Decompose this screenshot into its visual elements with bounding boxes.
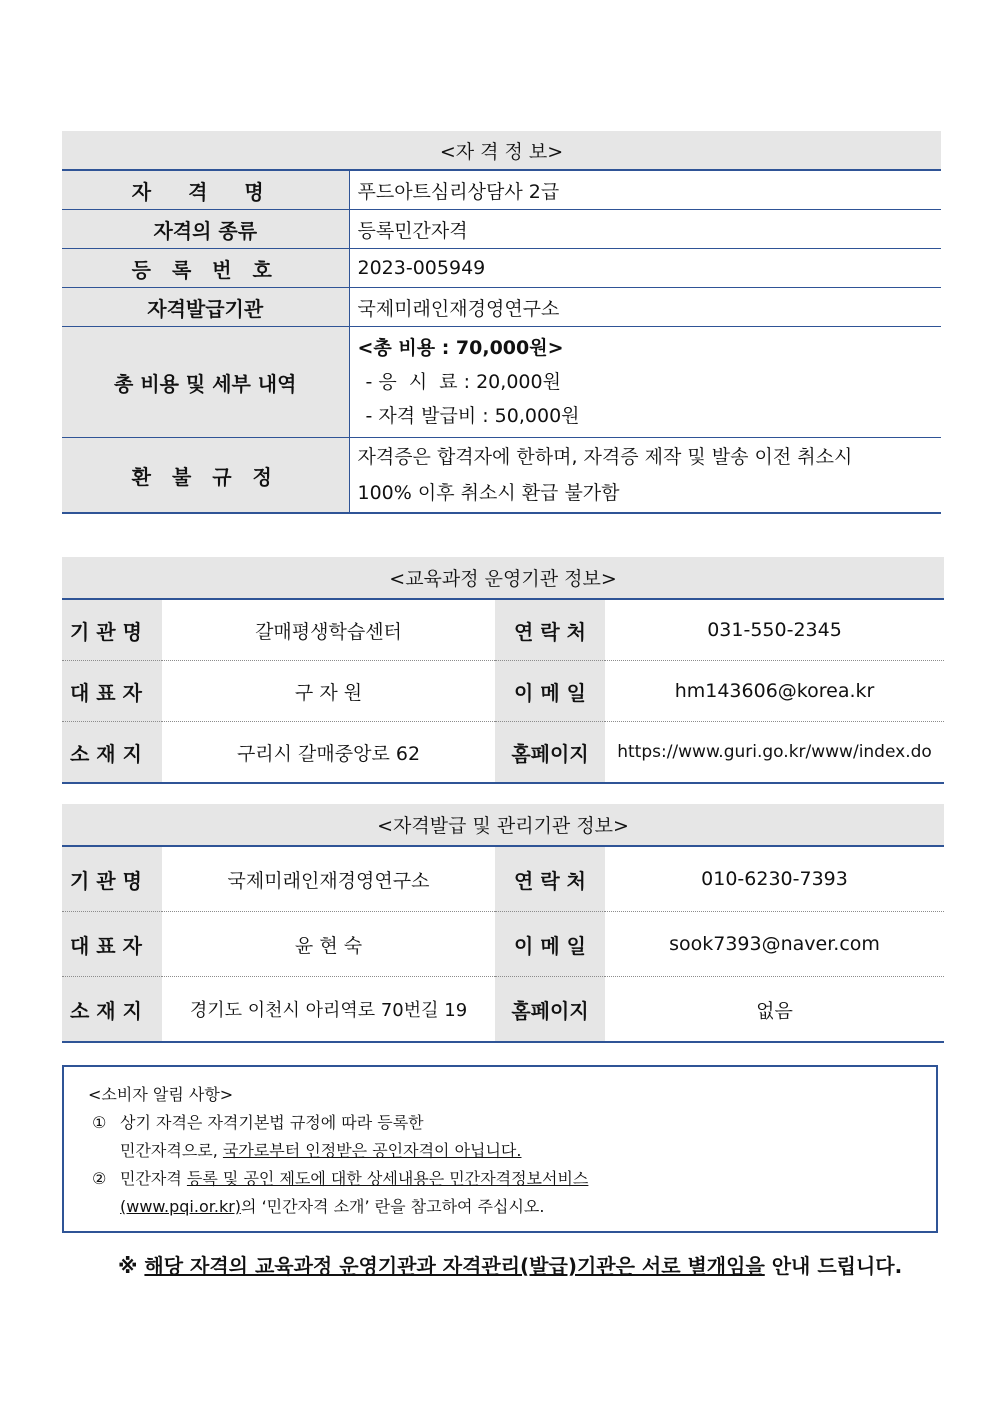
notice-item-1-line-2b: 국가로부터 인정받은 공인자격이 아닙니다. (222, 1141, 522, 1160)
edu-addr-label: 소 재 지 (62, 722, 162, 784)
cost-exam-fee: - 응 시 료 : 20,000원 (365, 371, 561, 393)
notice-item-2-line-2b: 의 ‘민간자격 소개’ 란을 참고하여 주십시오. (241, 1197, 545, 1216)
notice-item-1-mark: ① (92, 1113, 107, 1132)
refund-policy (349, 438, 941, 514)
issuer-org-header: <자격발급 및 관리기관 정보> (62, 804, 944, 846)
edu-contact-value: 031-550-2345 (605, 599, 944, 661)
issuer-org-label: 기 관 명 (62, 846, 162, 912)
issuer-addr-value: 경기도 이천시 아리역로 70번길 19 (162, 977, 495, 1043)
edu-rep-label: 대 표 자 (62, 661, 162, 722)
issuer-org-value: 국제미래인재경영연구소 (162, 846, 495, 912)
qualification-info-table (62, 131, 941, 514)
edu-rep-value: 구 자 원 (162, 661, 495, 722)
footer-note (118, 1250, 902, 1279)
issuer-rep-label: 대 표 자 (62, 912, 162, 977)
edu-email-value: hm143606@korea.kr (605, 661, 944, 722)
issuer-contact-label: 연 락 처 (495, 846, 605, 912)
reg-number-label (62, 249, 349, 288)
edu-org-label: 기 관 명 (62, 599, 162, 661)
notice-item-1-line-2a: 민간자격으로, (120, 1141, 223, 1160)
issuer-rep-value: 윤 현 숙 (162, 912, 495, 977)
reg-number-label-text: 등 록 번 호 (131, 257, 279, 282)
refund-label-text: 환 불 규 정 (131, 464, 279, 489)
edu-addr-value: 구리시 갈매중앙로 62 (162, 722, 495, 784)
notice-title: <소비자 알림 사항> (88, 1085, 234, 1104)
notice-item-1 (88, 1109, 936, 1165)
refund-label (62, 438, 349, 514)
issuer-email-label: 이 메 일 (495, 912, 605, 977)
edu-home-link[interactable]: https://www.guri.go.kr/www/index.do (605, 722, 944, 784)
qualification-info-header: <자 격 정 보> (62, 131, 941, 170)
issuer-org-table (62, 804, 944, 1043)
cost-details (349, 327, 941, 438)
issuer-value: 국제미래인재경영연구소 (349, 288, 941, 327)
edu-home-label: 홈페이지 (495, 722, 605, 784)
issuer-email-value: sook7393@naver.com (605, 912, 944, 977)
qual-name-label-text: 자 격 명 (131, 179, 279, 204)
pqi-link[interactable]: (www.pqi.or.kr) (120, 1197, 242, 1216)
cost-issue-fee: - 자격 발급비 : 50,000원 (365, 405, 580, 427)
notice-item-2-line-1b: 등록 및 공인 제도에 대한 상세내용은 민간자격정보서비스 (186, 1169, 589, 1188)
issuer-addr-label: 소 재 지 (62, 977, 162, 1043)
notice-item-2-mark: ② (92, 1169, 107, 1188)
education-org-table (62, 557, 944, 784)
qual-type-label: 자격의 종류 (62, 210, 349, 249)
issuer-home-value: 없음 (605, 977, 944, 1043)
edu-org-value: 갈매평생학습센터 (162, 599, 495, 661)
reference-mark: ※ (118, 1254, 138, 1278)
notice-item-2 (88, 1165, 936, 1221)
issuer-label: 자격발급기관 (62, 288, 349, 327)
consumer-notice-box (62, 1065, 938, 1233)
qual-name-value: 푸드아트심리상담사 2급 (349, 170, 941, 210)
footer-rest-text: 안내 드립니다. (764, 1254, 903, 1278)
qual-type-value: 등록민간자격 (349, 210, 941, 249)
edu-contact-label: 연 락 처 (495, 599, 605, 661)
footer-underlined-text: 해당 자격의 교육과정 운영기관과 자격관리(발급)기관은 서로 별개임을 (144, 1254, 765, 1278)
notice-item-1-line-1: 상기 자격은 자격기본법 규정에 따라 등록한 (120, 1113, 424, 1132)
refund-line-1: 자격증은 합격자에 한하며, 자격증 제작 및 발송 이전 취소시 (357, 446, 853, 468)
cost-total: <총 비용 : 70,000원> (357, 337, 564, 359)
cost-label: 총 비용 및 세부 내역 (62, 327, 349, 438)
edu-email-label: 이 메 일 (495, 661, 605, 722)
issuer-contact-value: 010-6230-7393 (605, 846, 944, 912)
education-org-header: <교육과정 운영기관 정보> (62, 557, 944, 599)
issuer-home-label: 홈페이지 (495, 977, 605, 1043)
qual-name-label (62, 170, 349, 210)
refund-line-2: 100% 이후 취소시 환급 불가함 (357, 482, 620, 504)
reg-number-value: 2023-005949 (349, 249, 941, 288)
notice-item-2-line-1a: 민간자격 (120, 1169, 187, 1188)
